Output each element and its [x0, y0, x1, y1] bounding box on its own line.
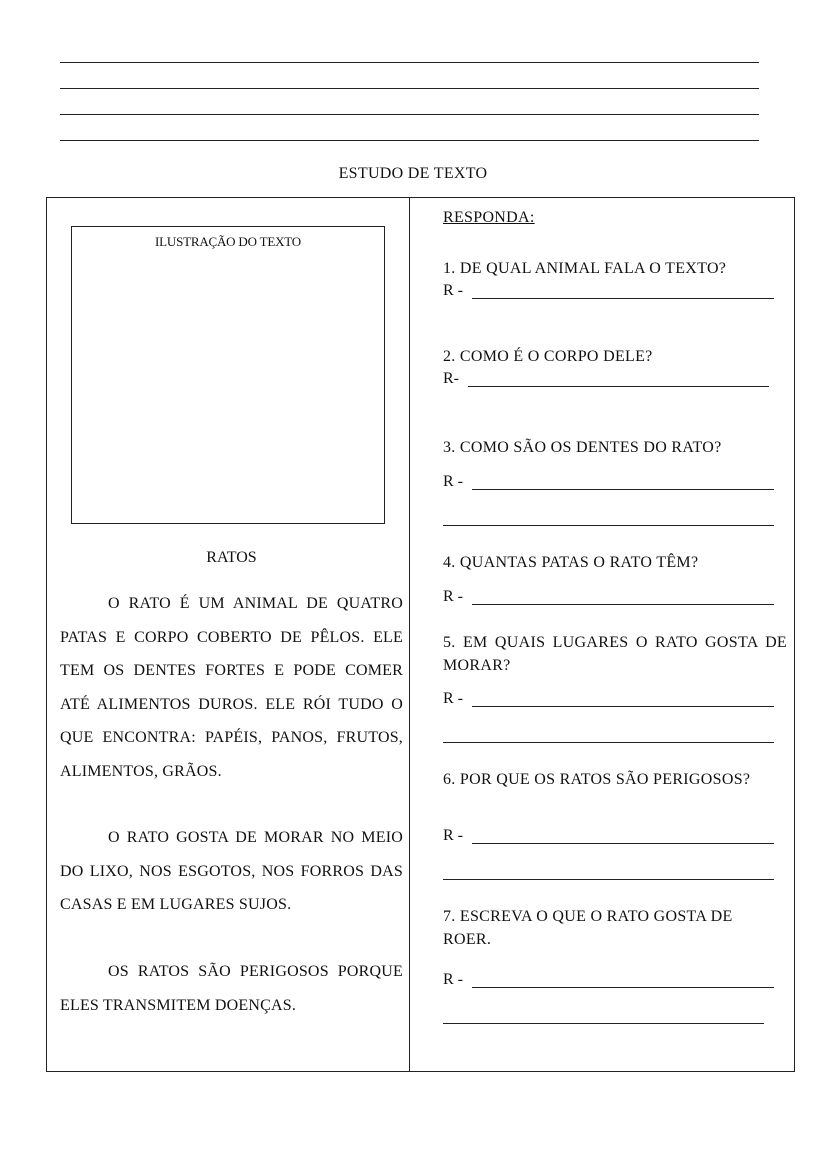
header-blank-line[interactable] [60, 62, 759, 63]
question-6: 6. POR QUE OS RATOS SÃO PERIGOSOS? [443, 771, 751, 788]
answer-line-6[interactable] [472, 843, 774, 844]
header-blank-line[interactable] [60, 114, 759, 115]
answer-line-7b[interactable] [443, 1023, 764, 1024]
column-divider [409, 197, 410, 1072]
answer-prefix-4: R - [443, 588, 463, 605]
answer-line-3b[interactable] [443, 525, 774, 526]
answer-line-2[interactable] [468, 386, 769, 387]
illustration-label: ILUSTRAÇÃO DO TEXTO [155, 234, 301, 249]
header-blank-line[interactable] [60, 140, 759, 141]
header-blank-line[interactable] [60, 88, 759, 89]
question-7: 7. ESCREVA O QUE O RATO GOSTA DE ROER. [443, 908, 733, 948]
text-paragraph: O RATO GOSTA DE MORAR NO MEIO DO LIXO, NOS ESGOTOS, NOS FORROS DAS CASAS E EM LUGARES SUJOS. [60, 829, 403, 913]
question-3: 3. COMO SÃO OS DENTES DO RATO? [443, 439, 722, 456]
answer-prefix-1: R - [443, 282, 463, 299]
answer-prefix-3: R - [443, 473, 463, 490]
text-paragraph: OS RATOS SÃO PERIGOSOS PORQUE ELES TRANSMITEM DOENÇAS. [60, 963, 403, 1014]
answer-line-6b[interactable] [443, 879, 774, 880]
question-5: 5. EM QUAIS LUGARES O RATO GOSTA DE MORAR? [443, 634, 787, 674]
text-title: RATOS [206, 549, 257, 566]
answer-prefix-6: R - [443, 827, 463, 844]
answer-line-5b[interactable] [443, 742, 774, 743]
answer-line-1[interactable] [472, 298, 774, 299]
text-paragraph: O RATO É UM ANIMAL DE QUATRO PATAS E CORPO COBERTO DE PÊLOS. ELE TEM OS DENTES FORTES E PODE COMER ATÉ ALIMENTOS DUROS. ELE RÓI TUDO O QUE ENCONTRA: PAPÉIS, PANOS, FRUTOS, ALIMENTOS, GRÃOS. [60, 595, 403, 780]
answer-prefix-7: R - [443, 971, 463, 988]
answer-prefix-2: R- [443, 370, 459, 387]
page-title: ESTUDO DE TEXTO [338, 165, 488, 182]
illustration-box[interactable] [71, 226, 385, 524]
answer-line-3[interactable] [472, 489, 774, 490]
answer-line-5[interactable] [472, 706, 774, 707]
question-2: 2. COMO É O CORPO DELE? [443, 348, 653, 365]
questions-heading: RESPONDA: [443, 209, 535, 226]
question-1: 1. DE QUAL ANIMAL FALA O TEXTO? [443, 260, 727, 277]
answer-prefix-5: R - [443, 690, 463, 707]
answer-line-7[interactable] [472, 987, 774, 988]
answer-line-4[interactable] [472, 604, 774, 605]
question-4: 4. QUANTAS PATAS O RATO TÊM? [443, 554, 699, 571]
